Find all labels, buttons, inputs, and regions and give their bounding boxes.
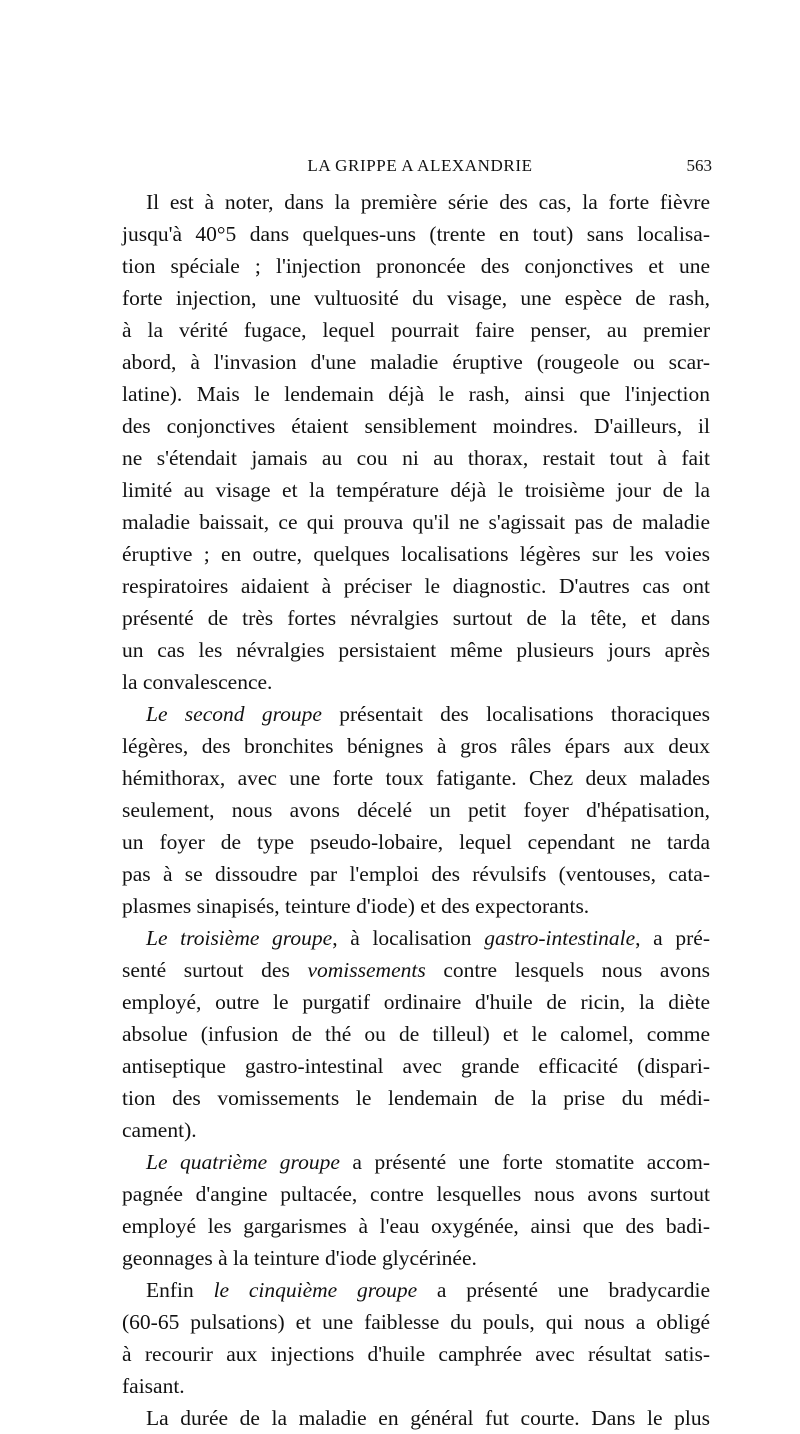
text-line: maladie baissait, ce qui prouva qu'il ne s'agissait pas de maladie bbox=[122, 510, 710, 534]
text-span: a présenté une bradycardie bbox=[417, 1278, 710, 1302]
emphasis: vomissements bbox=[307, 958, 426, 982]
text-span: a présenté une forte stomatite accom- bbox=[339, 1150, 710, 1174]
text-line: faisant. bbox=[122, 1374, 185, 1398]
text-span: , a pré- bbox=[635, 926, 710, 950]
text-line bbox=[122, 1146, 710, 1178]
text-line: forte injection, une vultuosité du visage, une espèce de rash, bbox=[122, 286, 710, 310]
text-line: tion spéciale ; l'injection prononcée des conjonctives et une bbox=[122, 254, 710, 278]
text-span: contre lesquels nous avons bbox=[425, 958, 711, 982]
text-line: (60-65 pulsations) et une faiblesse du pouls, qui nous a obligé bbox=[122, 1310, 710, 1334]
text-line: un cas les névralgies persistaient même plusieurs jours après bbox=[122, 638, 710, 662]
text-line bbox=[122, 698, 710, 730]
text-line: latine). Mais le lendemain déjà le rash, ainsi que l'injection bbox=[122, 382, 710, 406]
text-line: à recourir aux injections d'huile camphrée avec résultat satis- bbox=[122, 1342, 710, 1366]
text-line bbox=[122, 1274, 710, 1306]
running-title: LA GRIPPE A ALEXANDRIE bbox=[307, 156, 533, 175]
text-line: seulement, nous avons décelé un petit foyer d'hépatisation, bbox=[122, 798, 710, 822]
text-line: plasmes sinapisés, teinture d'iode) et des expectorants. bbox=[122, 894, 590, 918]
text-span: , à localisation bbox=[332, 926, 485, 950]
page-number: 563 bbox=[686, 156, 712, 175]
text-line: ne s'étendait jamais au cou ni au thorax, restait tout à fait bbox=[122, 446, 710, 470]
text-line: Il est à noter, dans la première série des cas, la forte fièvre bbox=[146, 190, 710, 214]
text-line: un foyer de type pseudo-lobaire, lequel cependant ne tarda bbox=[122, 830, 710, 854]
text-line: la convalescence. bbox=[122, 670, 273, 694]
text-line: geonnages à la teinture d'iode glycérinée. bbox=[122, 1246, 477, 1270]
text-line: présenté de très fortes névralgies surtout de la tête, et dans bbox=[122, 606, 710, 630]
text-line: La durée de la maladie en général fut courte. Dans le plus bbox=[146, 1406, 710, 1430]
text-span: Enfin bbox=[146, 1278, 214, 1302]
group-heading: Le quatrième groupe bbox=[146, 1150, 340, 1174]
text-line bbox=[122, 954, 710, 986]
text-line: cament). bbox=[122, 1118, 197, 1142]
text-span: senté surtout des bbox=[122, 958, 308, 982]
body-text bbox=[122, 186, 710, 1434]
text-line: abord, à l'invasion d'une maladie éruptive (rougeole ou scar- bbox=[122, 350, 710, 374]
page-header bbox=[128, 156, 712, 180]
text-line: légères, des bronchites bénignes à gros râles épars aux deux bbox=[122, 734, 710, 758]
group-heading: le cinquième groupe bbox=[213, 1278, 418, 1302]
group-heading: Le second groupe bbox=[146, 702, 322, 726]
text-line: des conjonctives étaient sensiblement moindres. D'ailleurs, il bbox=[122, 414, 710, 438]
text-line: pagnée d'angine pultacée, contre lesquelles nous avons surtout bbox=[122, 1182, 710, 1206]
text-line: employé les gargarismes à l'eau oxygénée, ainsi que des badi- bbox=[122, 1214, 710, 1238]
text-line: pas à se dissoudre par l'emploi des révulsifs (ventouses, cata- bbox=[122, 862, 710, 886]
text-line: jusqu'à 40°5 dans quelques-uns (trente en tout) sans localisa- bbox=[122, 222, 710, 246]
text-line: absolue (infusion de thé ou de tilleul) et le calomel, comme bbox=[122, 1022, 710, 1046]
text-line: respiratoires aidaient à préciser le diagnostic. D'autres cas ont bbox=[122, 574, 710, 598]
text-line: hémithorax, avec une forte toux fatigante. Chez deux malades bbox=[122, 766, 710, 790]
text-line: tion des vomissements le lendemain de la prise du médi- bbox=[122, 1086, 710, 1110]
emphasis: gastro-intestinale bbox=[484, 926, 636, 950]
text-line: limité au visage et la température déjà le troisième jour de la bbox=[122, 478, 710, 502]
text-line: éruptive ; en outre, quelques localisations légères sur les voies bbox=[122, 542, 710, 566]
text-line: employé, outre le purgatif ordinaire d'huile de ricin, la diète bbox=[122, 990, 710, 1014]
text-line: à la vérité fugace, lequel pourrait faire penser, au premier bbox=[122, 318, 710, 342]
text-span: présentait des localisations thoraciques bbox=[321, 702, 710, 726]
text-line bbox=[122, 922, 710, 954]
group-heading: Le troisième groupe bbox=[146, 926, 333, 950]
text-line: antiseptique gastro-intestinal avec grande efficacité (dispari- bbox=[122, 1054, 710, 1078]
